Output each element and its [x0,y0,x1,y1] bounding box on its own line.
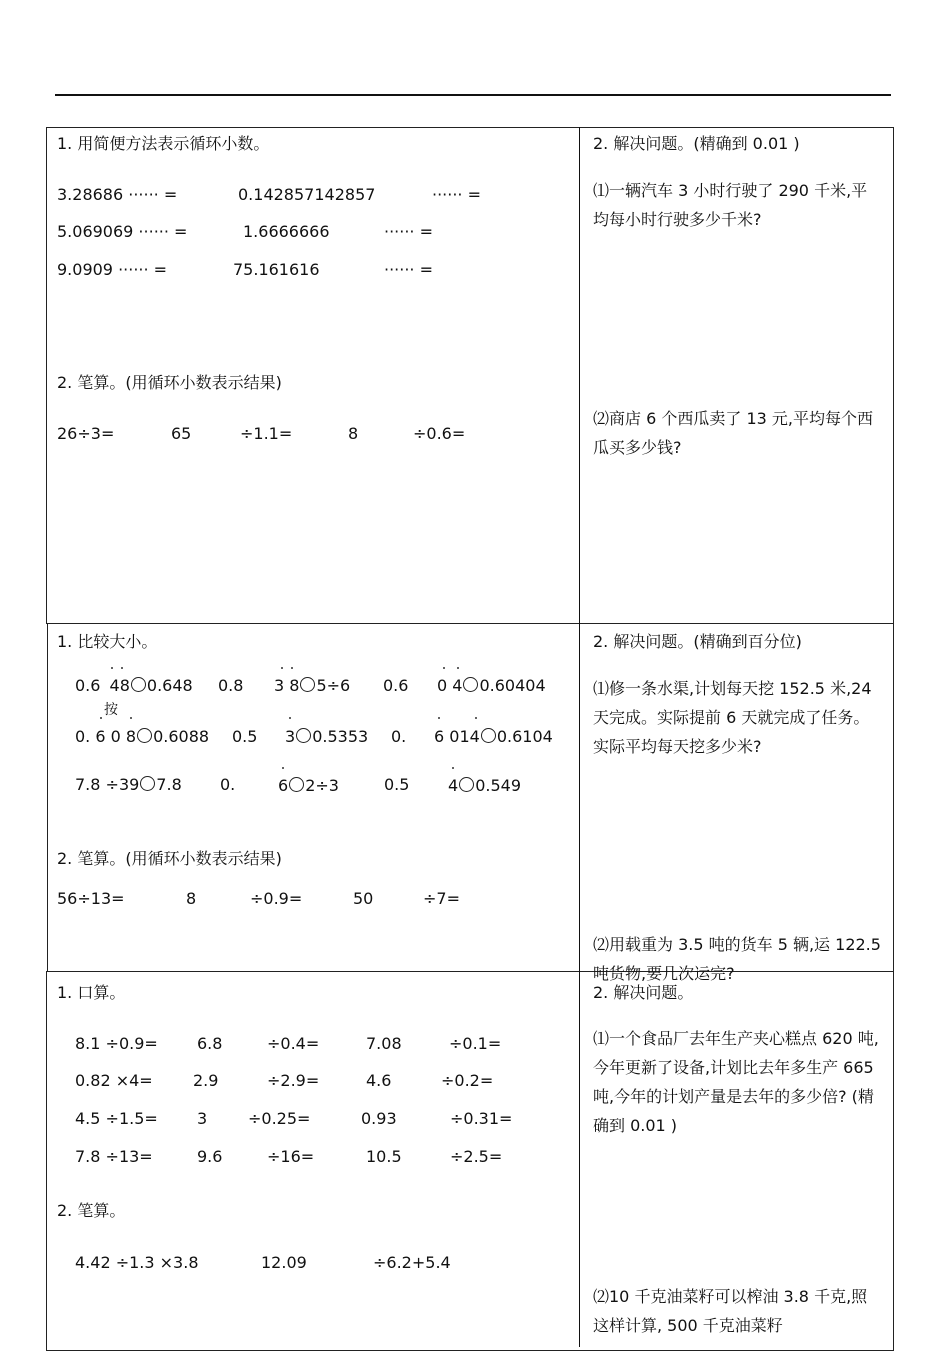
s1-calc-5: ÷0.6= [413,424,466,443]
s2-problem-1: ⑴修一条水渠,计划每天挖 152.5 米,24 天完成。实际提前 6 天就完成了任务。实际平均每天挖多少米? [593,679,872,756]
s2-problem-2: ⑵用载重为 3.5 吨的货车 5 辆,运 122.5 吨货物,要几次运完? [593,935,881,983]
s2-r3-e-rhs: 0.549 [475,776,521,795]
s2-r1-e [437,676,546,696]
s2-calc-1: 56÷13= [57,889,125,908]
repeat-dot [291,667,293,669]
s1-calc-1: 26÷3= [57,424,115,443]
s1-row1-a: 3.28686 ······ = [57,185,178,204]
s2-r1-c-rhs: 5÷6 [316,676,351,695]
s2-right-title: 2. 解决问题。(精确到百分位) [593,632,802,651]
repeat-dot [111,667,113,669]
s1-calc-2: 65 [171,424,192,443]
s3-r3-a: 4.5 ÷1.5= [75,1109,158,1128]
s2-r1-c-lhs: 3 8 [274,676,300,695]
repeat-dot [281,667,283,669]
s3-r4-c: ÷16= [267,1147,315,1166]
s3-r4-d: 10.5 [366,1147,402,1166]
s2-r3-a [75,775,182,795]
header-rule [55,94,891,96]
s3-r3-b: 3 [197,1109,208,1128]
s1-calc-4: 8 [348,424,359,443]
s2-calc-2: 8 [186,889,197,908]
s3-calc-2: 12.09 [261,1253,307,1272]
s3-r2-a: 0.82 ×4= [75,1071,153,1090]
repeat-dot [130,717,132,719]
s3-problem-2: ⑵10 千克油菜籽可以榨油 3.8 千克,照这样计算, 500 千克油菜籽 [593,1287,868,1335]
s2-calc-4: 50 [353,889,374,908]
s2-r1-d: 0.6 [383,676,409,695]
s2-r1-b: 0.8 [218,676,244,695]
s1-row2-c: ······ = [384,222,434,241]
s1-q2-title: 2. 笔算。(用循环小数表示结果) [57,373,282,392]
s3-r2-d: 4.6 [366,1071,392,1090]
s3-q1-title: 1. 口算。 [57,983,126,1002]
s3-r1-a: 8.1 ÷0.9= [75,1034,158,1053]
s2-r1-rhs: 0.648 [146,676,193,695]
s2-r3-a-lhs: 7.8 ÷39 [75,775,140,794]
s1-calc-3: ÷1.1= [240,424,293,443]
compare-circle[interactable] [131,677,146,692]
compare-circle[interactable] [300,677,315,692]
s2-q1-title: 1. 比较大小。 [57,632,158,651]
s2-q2-title: 2. 笔算。(用循环小数表示结果) [57,849,282,868]
compare-circle[interactable] [463,677,478,692]
s3-r1-c: ÷0.4= [267,1034,320,1053]
s2-r1-a [75,676,193,696]
s3-calc-3: ÷6.2+5.4 [373,1253,451,1272]
stray-mark: 按 [104,702,118,718]
s3-r2-e: ÷0.2= [441,1071,494,1090]
s3-r1-d: 7.08 [366,1034,402,1053]
s2-r2-a [75,727,209,747]
s3-r4-e: ÷2.5= [450,1147,503,1166]
s2-r2-d: 0. [391,727,407,746]
compare-circle[interactable] [137,728,152,743]
compare-circle[interactable] [296,728,311,743]
s3-r3-d: 0.93 [361,1109,397,1128]
s1-row1-b: 0.142857142857 [238,185,376,204]
s1-row2-a: 5.069069 ······ = [57,222,188,241]
s2-calc-5: ÷7= [423,889,460,908]
compare-circle[interactable] [140,776,155,791]
s1-row1-c: ······ = [432,185,482,204]
s2-calc-3: ÷0.9= [250,889,303,908]
compare-circle[interactable] [481,728,496,743]
repeat-dot [475,717,477,719]
s2-r3-d: 0.5 [384,775,410,794]
s2-r3-c [278,776,339,796]
s1-right-title: 2. 解决问题。(精确到 0.01 ) [593,134,800,153]
s2-r2-e-rhs: 0.6104 [496,727,553,746]
compare-circle[interactable] [459,777,474,792]
s3-r1-b: 6.8 [197,1034,223,1053]
s3-r4-a: 7.8 ÷13= [75,1147,153,1166]
s2-r2-a-rhs: 0.6088 [153,727,210,746]
s3-r3-e: ÷0.31= [450,1109,513,1128]
s3-r4-b: 9.6 [197,1147,223,1166]
s3-r2-b: 2.9 [193,1071,219,1090]
s2-r2-c-rhs: 0.5353 [312,727,369,746]
s2-r1-rep: 48 [109,676,130,695]
repeat-dot [121,667,123,669]
s2-r3-e [448,776,521,796]
s2-r2-e-lhs: 6 014 [434,727,480,746]
s1-q1-title: 1. 用简便方法表示循环小数。 [57,134,270,153]
s3-r1-e: ÷0.1= [449,1034,502,1053]
s3-r3-c: ÷0.25= [248,1109,311,1128]
s1-row3-a: 9.0909 ······ = [57,260,168,279]
s2-r2-a-lhs: 0. 6 0 8 [75,727,137,746]
column-divider [579,127,580,1347]
s2-r3-a-rhs: 7.8 [156,775,182,794]
s2-r2-e [434,727,553,747]
s2-r2-c-lhs: 3 [285,727,296,746]
s3-r2-c: ÷2.9= [267,1071,320,1090]
s2-r1-num: 0.6 [75,676,101,695]
s2-r2-b: 0.5 [232,727,258,746]
s3-right-title: 2. 解决问题。 [593,983,694,1002]
s1-row3-b: 75.161616 [233,260,320,279]
s3-q2-title: 2. 笔算。 [57,1201,126,1220]
s2-r1-c [274,676,350,696]
repeat-dot [443,667,445,669]
s1-problem-2: ⑵商店 6 个西瓜卖了 13 元,平均每个西瓜买多少钱? [593,409,873,457]
s2-r1-e-rhs: 0.60404 [479,676,546,695]
s1-row3-c: ······ = [384,260,434,279]
repeat-dot [452,767,454,769]
repeat-dot [100,717,102,719]
s2-r1-e-lhs: 0 4 [437,676,463,695]
s2-r3-e-lhs: 4 [448,776,459,795]
s2-r3-c-rhs: 2÷3 [305,776,339,795]
s2-r3-c-lhs: 6 [278,776,289,795]
s3-calc-1: 4.42 ÷1.3 ×3.8 [75,1253,199,1272]
compare-circle[interactable] [289,777,304,792]
s2-r3-b: 0. [220,775,236,794]
repeat-dot [438,717,440,719]
s2-r2-c [285,727,368,747]
s1-problem-1: ⑴一辆汽车 3 小时行驶了 290 千米,平均每小时行驶多少千米? [593,181,868,229]
s3-problem-1: ⑴一个食品厂去年生产夹心糕点 620 吨,今年更新了设备,计划比去年多生产 665 吨,今年的计划产量是去年的多少倍? (精确到 0.01 ) [593,1029,879,1135]
repeat-dot [282,767,284,769]
repeat-dot [289,717,291,719]
repeat-dot [457,667,459,669]
s1-row2-b: 1.6666666 [243,222,330,241]
